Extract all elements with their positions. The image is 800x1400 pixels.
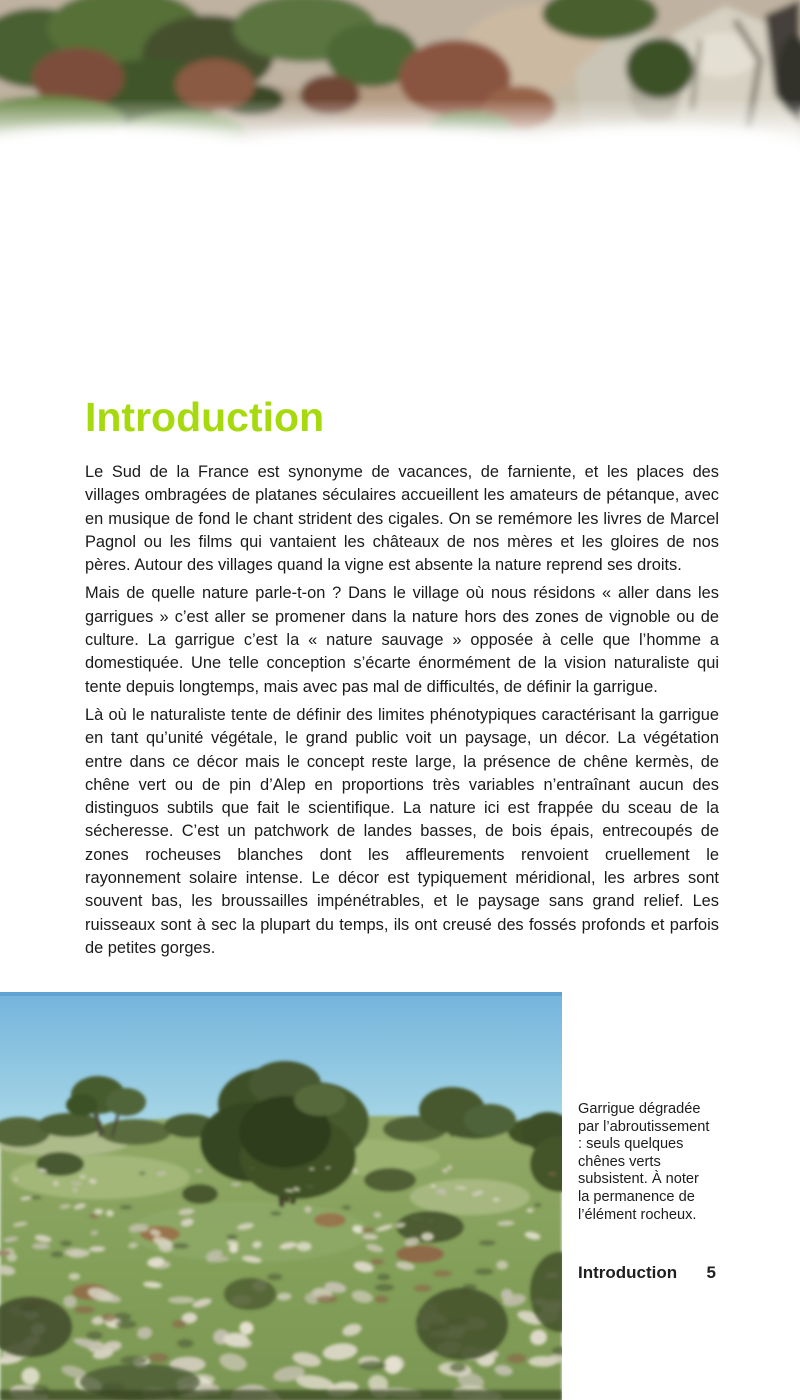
garrigue-photo [0, 992, 562, 1400]
body-text [85, 461, 719, 965]
footer-section-label: Introduction [578, 1263, 678, 1282]
paragraph-3: Là où le naturaliste tente de définir des limites phénotypiques caractérisant la garrigue en tant qu’unité végétale, le grand public voit un paysage, un décor. La végétation entre dans ce décor mais le concept reste large, la présence de chêne kermès, de chêne vert ou de pin d’Alep en proportions très variables n’entraînant aucun des distinguos subtils que fait le scientifique. La nature ici est frappée du sceau de la sécheresse. C’est un patchwork de landes basses, de bois épais, entrecoupés de zones rocheuses blanches dont les affleurements renvoient cruellement le rayonnement solaire intense. Le décor est typiquement méridional, les arbres sont souvent bas, les broussailles impénétrables, et le paysage sans grand relief. Les ruisseaux sont à sec la plupart du temps, ils ont creusé des fossés profonds et parfois de petites gorges. [85, 705, 719, 957]
paragraph-1: Le Sud de la France est synonyme de vacances, de farniente, et les places des villages ombragées de platanes séculaires accueillent les amateurs de pétanque, avec en musique de fond le chant strident des cigales. On se remémore les livres de Marcel Pagnol ou les films qui vantaient les châteaux de nos mères et les gloires de nos pères. Autour des villages quand la vigne est absente la nature reprend ses droits. [85, 463, 719, 575]
page-footer [578, 1263, 716, 1283]
photo-caption: Garrigue dégradée par l’abroutissement : seuls quelques chênes verts subsistent. À noter la permanence de l’élément rocheux. [578, 1101, 710, 1223]
paragraph-2: Mais de quelle nature parle-t-on ? Dans le village où nous résidons « aller dans les garrigues » c’est aller se promener dans la nature hors des zones de vignoble ou de culture. La garrigue c’est la « nature sauvage » opposée à celle que l’homme a domestiquée. Une telle conception s’écarte énormément de la vision naturaliste qui tente depuis longtemps, mais avec pas mal de difficultés, de définir la garrigue. [85, 584, 719, 696]
header-photo [0, 0, 800, 170]
page-title: Introduction [85, 394, 325, 440]
footer-page-number: 5 [706, 1263, 716, 1282]
